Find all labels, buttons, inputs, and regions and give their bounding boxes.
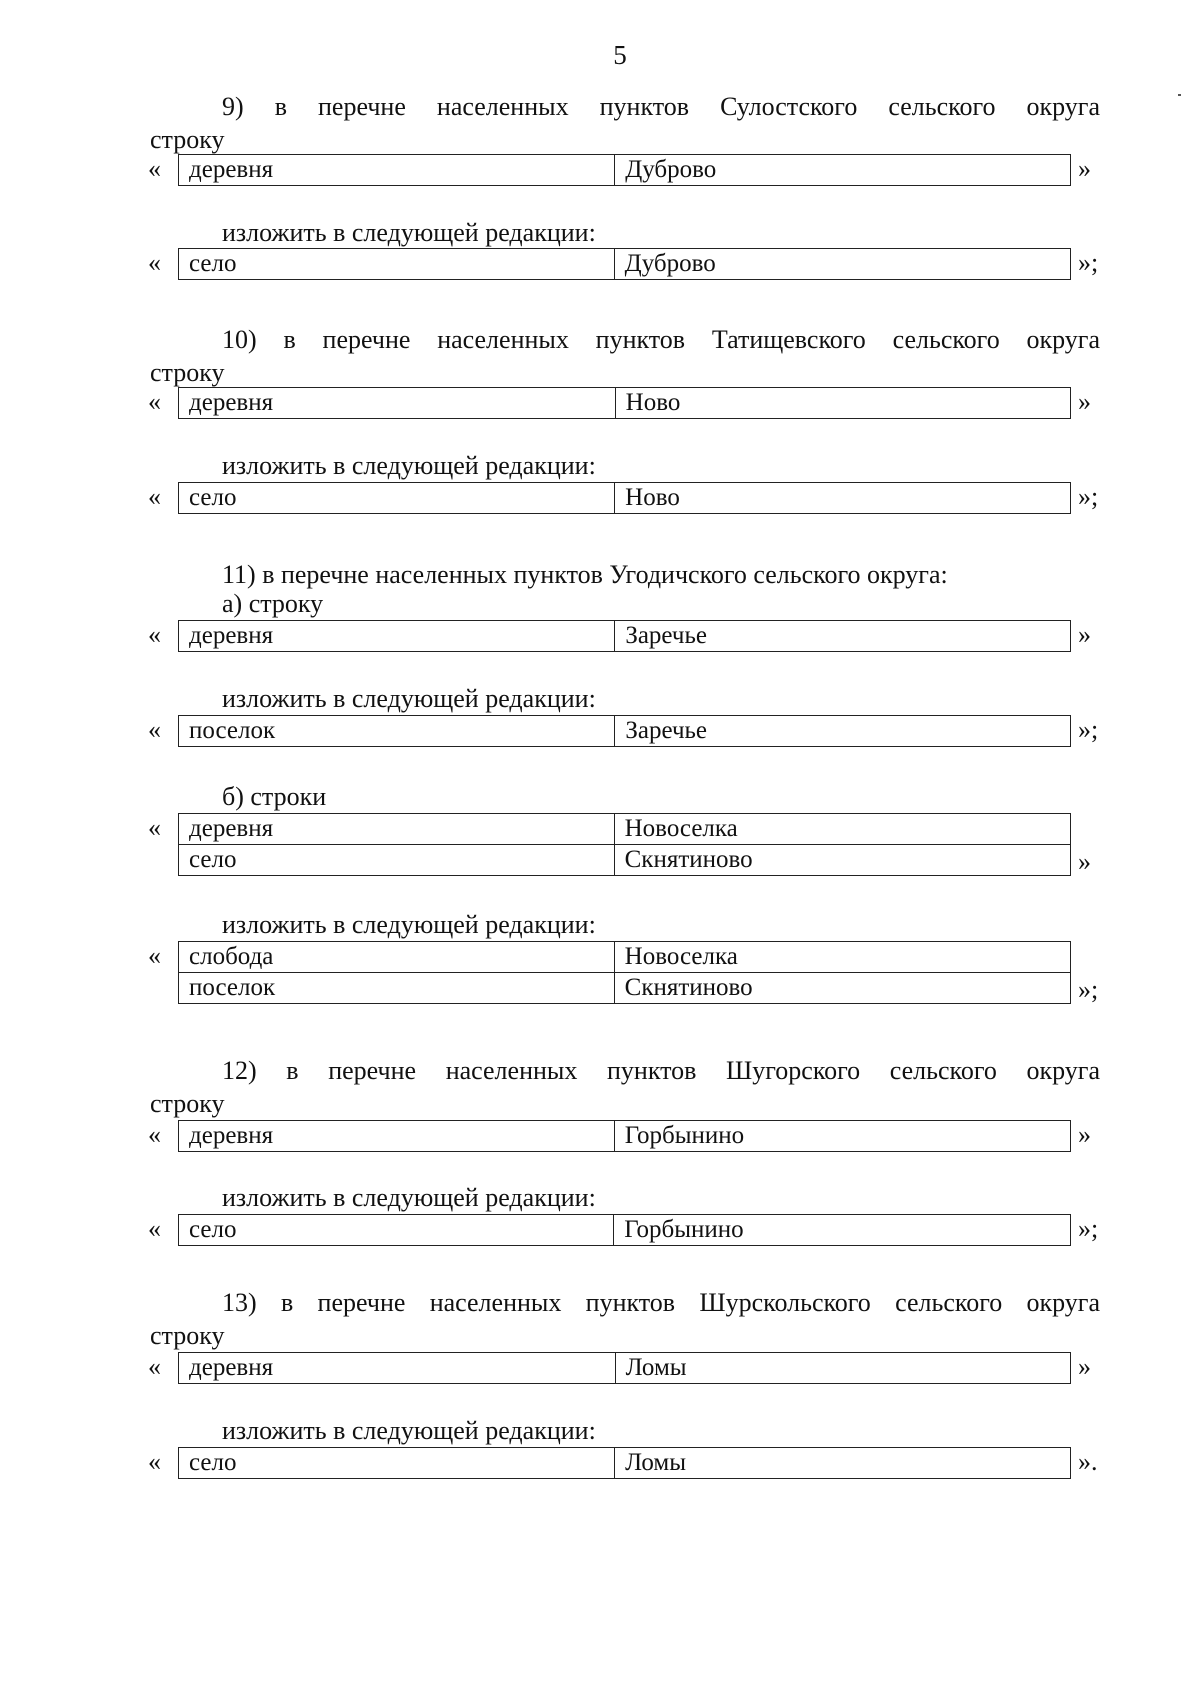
settlement-name-cell: Ломы xyxy=(615,1448,1071,1479)
settlement-name-cell: Ново xyxy=(615,483,1071,514)
settlement-type-cell: деревня xyxy=(179,1121,615,1152)
settlement-name-cell: Ново xyxy=(615,388,1070,419)
section-11-intro xyxy=(150,558,1100,591)
settlement-type-cell: село xyxy=(179,249,615,280)
close-quote: » xyxy=(1078,1120,1091,1149)
section-11b-after-table xyxy=(178,941,1071,1004)
section-13-intro-continuation: строку xyxy=(150,1321,225,1350)
section-11b-before-table xyxy=(178,813,1071,876)
table-row xyxy=(179,1215,1071,1246)
open-quote: « xyxy=(148,1352,161,1381)
open-quote: « xyxy=(148,387,161,416)
open-quote: « xyxy=(148,941,161,970)
section-9-edit-label: изложить в следующей редакции: xyxy=(222,218,596,247)
settlement-type-cell: село xyxy=(179,1448,615,1479)
table-row xyxy=(179,1353,1071,1384)
close-quote: » xyxy=(1078,387,1091,416)
table-row xyxy=(179,1121,1071,1152)
section-9-before-table xyxy=(178,154,1071,186)
section-11a-heading: а) строку xyxy=(222,589,324,618)
close-quote: ». xyxy=(1078,1447,1098,1476)
section-12-after-table xyxy=(178,1214,1071,1246)
section-12-edit-label: изложить в следующей редакции: xyxy=(222,1183,596,1212)
table-row xyxy=(179,483,1071,514)
section-11b-heading: б) строки xyxy=(222,782,327,811)
open-quote: « xyxy=(148,248,161,277)
settlement-name-cell: Горбынино xyxy=(614,1215,1071,1246)
settlement-name-cell: Дуброво xyxy=(614,249,1070,280)
close-quote: »; xyxy=(1078,1214,1099,1243)
settlement-type-cell: село xyxy=(179,1215,614,1246)
section-12-intro xyxy=(150,1054,1100,1120)
settlement-type-cell: деревня xyxy=(179,155,615,186)
table-row xyxy=(179,942,1071,973)
settlement-type-cell: село xyxy=(179,845,615,876)
section-12-intro-line: 12) в перечне населенных пунктов Шугорского сельского округа xyxy=(222,1056,1100,1085)
section-9-intro-line: 9) в перечне населенных пунктов Сулостского сельского округа xyxy=(222,92,1100,121)
open-quote: « xyxy=(148,482,161,511)
settlement-type-cell: слобода xyxy=(179,942,615,973)
settlement-type-cell: село xyxy=(179,483,615,514)
close-quote: »; xyxy=(1078,715,1099,744)
section-12-intro-continuation: строку xyxy=(150,1089,225,1118)
settlement-name-cell: Новоселка xyxy=(614,814,1070,845)
settlement-name-cell: Дуброво xyxy=(615,155,1071,186)
close-quote: » xyxy=(1078,847,1091,876)
table-row xyxy=(179,716,1071,747)
section-13-edit-label: изложить в следующей редакции: xyxy=(222,1416,596,1445)
settlement-type-cell: поселок xyxy=(179,716,615,747)
settlement-name-cell: Ломы xyxy=(615,1353,1070,1384)
section-13-before-table xyxy=(178,1352,1071,1384)
table-row xyxy=(179,249,1071,280)
open-quote: « xyxy=(148,154,161,183)
section-11b-edit-label: изложить в следующей редакции: xyxy=(222,910,596,939)
section-10-after-table xyxy=(178,482,1071,514)
section-11a-edit-label: изложить в следующей редакции: xyxy=(222,684,596,713)
close-quote: » xyxy=(1078,620,1091,649)
settlement-type-cell: деревня xyxy=(179,388,616,419)
settlement-name-cell: Скнятиново xyxy=(614,845,1070,876)
section-10-intro-continuation: строку xyxy=(150,358,225,387)
section-9-intro-continuation: строку xyxy=(150,125,225,154)
close-quote: » xyxy=(1078,154,1091,183)
section-10-edit-label: изложить в следующей редакции: xyxy=(222,451,596,480)
settlement-type-cell: деревня xyxy=(179,621,615,652)
close-quote: » xyxy=(1078,1352,1091,1381)
table-row xyxy=(179,973,1071,1004)
section-10-before-table xyxy=(178,387,1071,419)
section-11a-after-table xyxy=(178,715,1071,747)
settlement-name-cell: Заречье xyxy=(615,621,1071,652)
close-quote: »; xyxy=(1078,482,1099,511)
section-13-intro-line: 13) в перечне населенных пунктов Шурскольского сельского округа xyxy=(222,1288,1100,1317)
table-row xyxy=(179,155,1071,186)
section-9-after-table xyxy=(178,248,1071,280)
page-number: 5 xyxy=(613,40,627,70)
section-10-intro-line: 10) в перечне населенных пунктов Татищевского сельского округа xyxy=(222,325,1100,354)
section-11a-before-table xyxy=(178,620,1071,652)
settlement-type-cell: деревня xyxy=(179,1353,616,1384)
settlement-type-cell: деревня xyxy=(179,814,615,845)
open-quote: « xyxy=(148,1120,161,1149)
settlement-name-cell: Горбынино xyxy=(614,1121,1070,1152)
section-11-intro-line: 11) в перечне населенных пунктов Угодичского сельского округа: xyxy=(222,560,948,589)
table-row xyxy=(179,845,1071,876)
section-12-before-table xyxy=(178,1120,1071,1152)
table-row xyxy=(179,621,1071,652)
open-quote: « xyxy=(148,1214,161,1243)
section-9-intro xyxy=(150,90,1100,156)
open-quote: « xyxy=(148,715,161,744)
open-quote: « xyxy=(148,1447,161,1476)
settlement-name-cell: Новоселка xyxy=(614,942,1070,973)
section-13-after-table xyxy=(178,1447,1071,1479)
settlement-type-cell: поселок xyxy=(179,973,615,1004)
open-quote: « xyxy=(148,813,161,842)
table-row xyxy=(179,814,1071,845)
table-row xyxy=(179,1448,1071,1479)
close-quote: »; xyxy=(1078,975,1099,1004)
section-13-intro xyxy=(150,1286,1100,1352)
settlement-name-cell: Скнятиново xyxy=(614,973,1070,1004)
open-quote: « xyxy=(148,620,161,649)
close-quote: »; xyxy=(1078,248,1099,277)
section-10-intro xyxy=(150,323,1100,389)
table-row xyxy=(179,388,1071,419)
settlement-name-cell: Заречье xyxy=(615,716,1071,747)
